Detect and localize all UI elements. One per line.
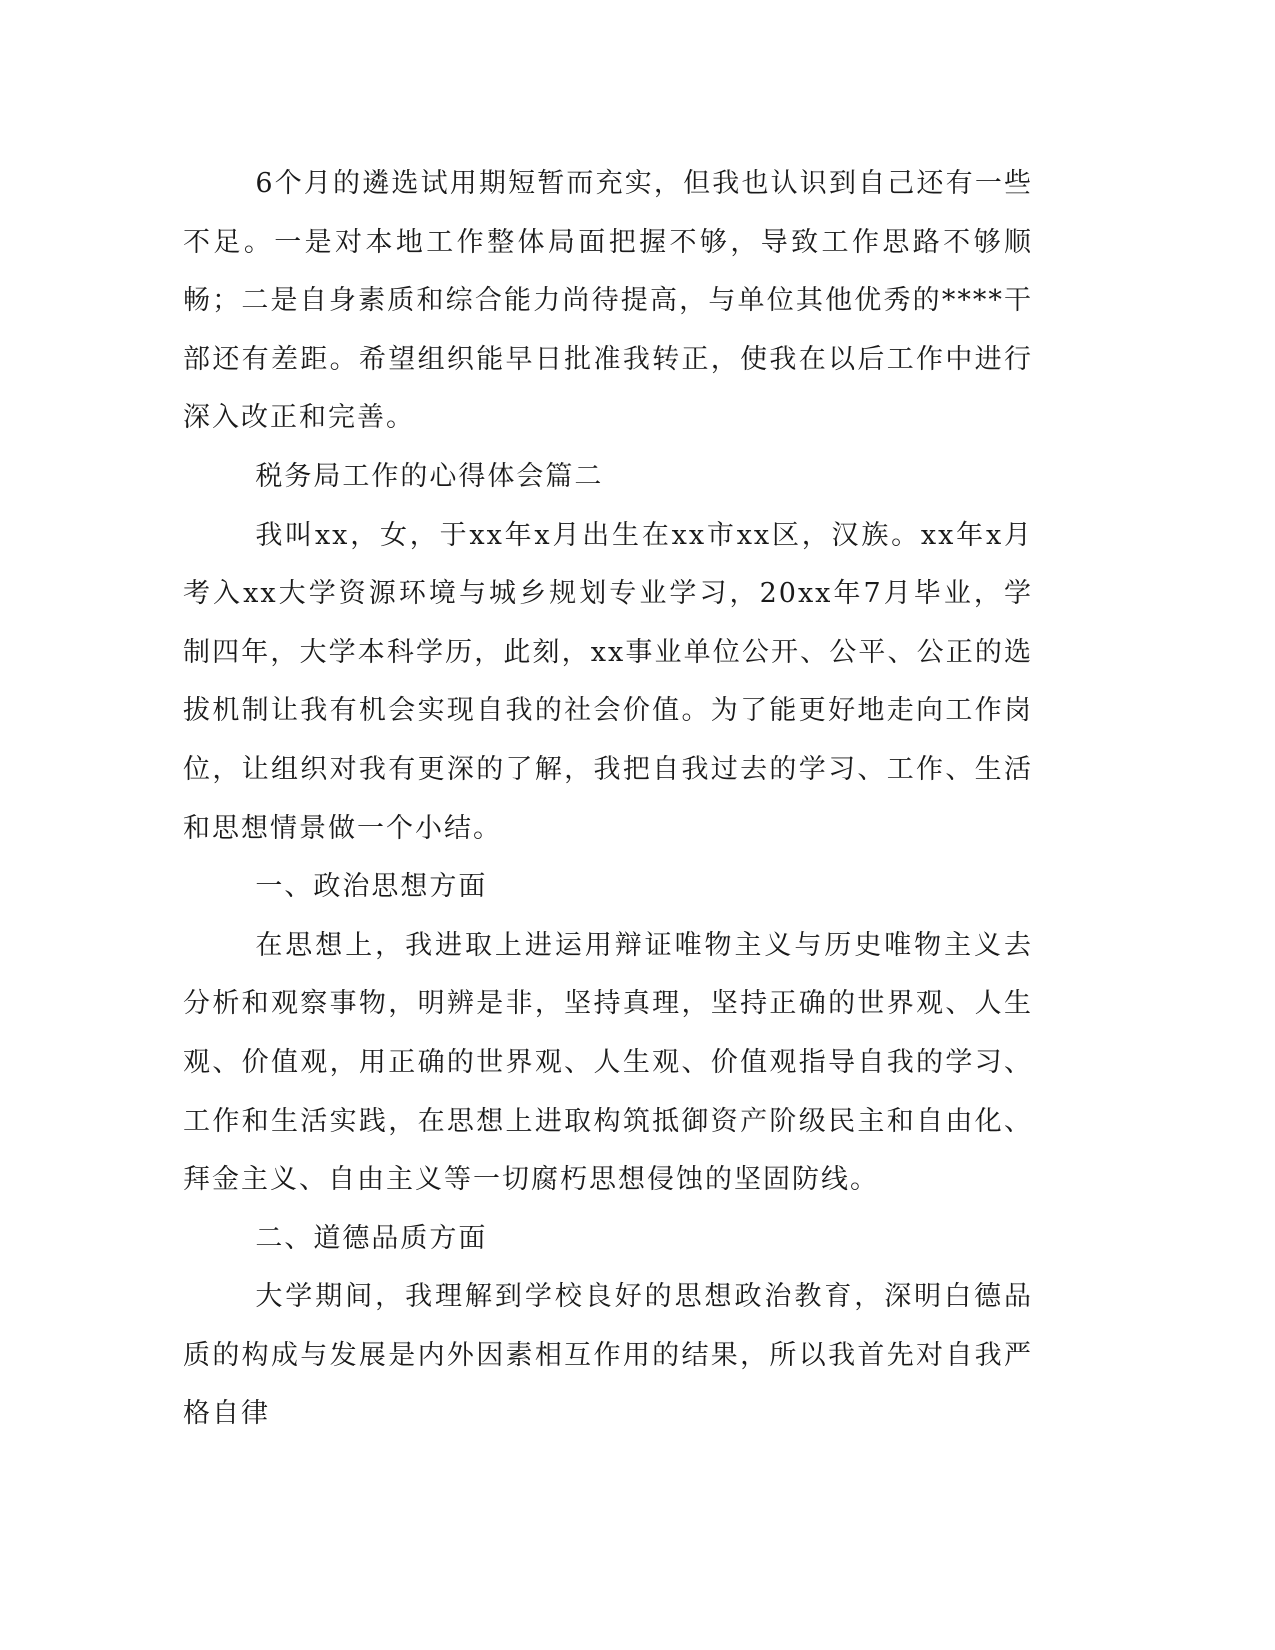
heading-political-thought: 一、政治思想方面 — [255, 871, 488, 903]
document-page — [183, 155, 1033, 1444]
paragraph-probation-summary: 6个月的遴选试用期短暂而充实，但我也认识到自己还有一些不足。一是对本地工作整体局面把握不够，导致工作思路不够顺畅；二是自身素质和综合能力尚待提高，与单位其他优秀的****干部还有差距。希望组织能早日批准我转正，使我在以后工作中进行深入改正和完善。 — [183, 168, 1033, 434]
paragraph-moral-quality: 大学期间，我理解到学校良好的思想政治教育，深明白德品质的构成与发展是内外因素相互作用的结果，所以我首先对自我严格自律 — [183, 1281, 1033, 1430]
section-title-part-two: 税务局工作的心得体会篇二 — [255, 460, 604, 492]
heading-moral-quality: 二、道德品质方面 — [255, 1222, 488, 1254]
paragraph-self-introduction: 我叫xx，女，于xx年x月出生在xx市xx区，汉族。xx年x月考入xx大学资源环境与城乡规划专业学习，20xx年7月毕业，学制四年，大学本科学历，此刻，xx事业单位公开、公平、公正的选拔机制让我有机会实现自我的社会价值。为了能更好地走向工作岗位，让组织对我有更深的了解，我把自我过去的学习、工作、生活和思想情景做一个小结。 — [183, 519, 1033, 844]
paragraph-political-thought: 在思想上，我进取上进运用辩证唯物主义与历史唯物主义去分析和观察事物，明辨是非，坚持真理，坚持正确的世界观、人生观、价值观，用正确的世界观、人生观、价值观指导自我的学习、工作和生活实践，在思想上进取构筑抵御资产阶级民主和自由化、拜金主义、自由主义等一切腐朽思想侵蚀的坚固防线。 — [183, 929, 1033, 1196]
